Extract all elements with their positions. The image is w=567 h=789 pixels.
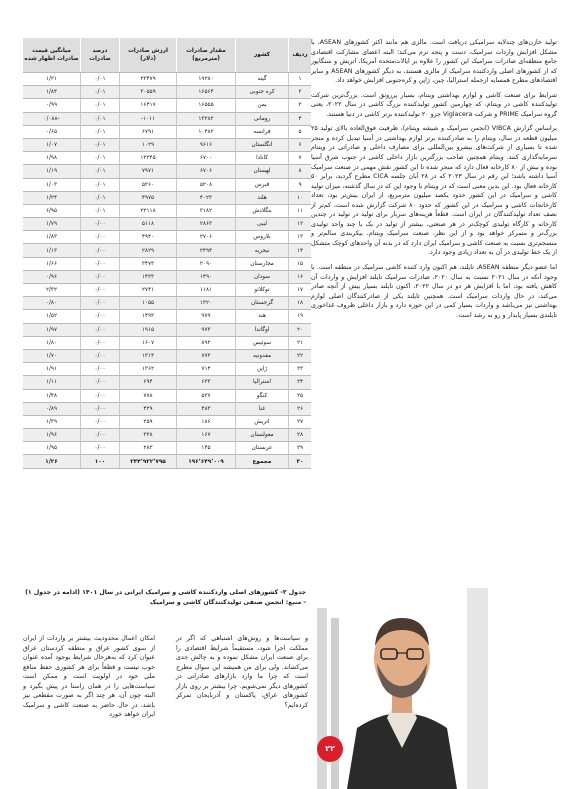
table-cell: ۱۰۵۵	[120, 297, 177, 310]
table-cell: کنگو	[236, 389, 289, 402]
table-cell: ۱۴	[289, 244, 312, 257]
table-cell: ۲۸	[289, 429, 312, 442]
table-row	[23, 231, 311, 244]
table-cell: ۱۹۲۸۰	[177, 73, 236, 86]
table-cell: ۱۵	[289, 257, 312, 270]
table-cell: ۹۷۹	[177, 310, 236, 323]
table-cell: ۱۶۵۶۴	[177, 86, 236, 99]
table-cell: ۰/۰۰	[81, 363, 120, 376]
table-cell: استرالیا	[236, 376, 289, 389]
table-cell: ۱/۱۳	[23, 244, 81, 257]
table-cell: ۱/۱۹	[23, 165, 81, 178]
table-cell: فرانسه	[236, 125, 289, 138]
table-row	[23, 191, 311, 204]
table-cell: ۲۸۳	[120, 442, 177, 455]
table-cell: ۱۷	[289, 284, 312, 297]
table-cell: ۰/۰۰	[81, 415, 120, 428]
table-cell: ۱۸	[289, 297, 312, 310]
table-cell: یمن	[236, 99, 289, 112]
table-cell: ۲۸۲۹	[120, 244, 177, 257]
table-cell: ۱۹۶٬۶۴۹٬۰۰۹	[177, 455, 236, 468]
table-cell: ۱۴۲۳	[120, 270, 177, 283]
table-cell: ۱/۵۲	[23, 310, 81, 323]
table-cell: ۱/۸۳	[23, 231, 81, 244]
table-cell: ۰/۰۱	[81, 86, 120, 99]
table-cell: ۰/۰۰	[81, 336, 120, 349]
table-cell: ۲۵۹	[120, 415, 177, 428]
table-cell: ۲۵	[289, 389, 312, 402]
table-cell: ۷۱۴	[177, 363, 236, 376]
table-cell: ۶/۹۵	[23, 204, 81, 217]
table-cell: ۱۶۷	[177, 429, 236, 442]
table-cell: ۰/۰۱	[81, 204, 120, 217]
table-row	[23, 336, 311, 349]
table-cell: کانادا	[236, 152, 289, 165]
table-cell: ۱/۴۸	[23, 389, 81, 402]
table-cell: ۲۲۱۱۸	[120, 204, 177, 217]
table-row	[23, 455, 311, 468]
table-cell: بلاروس	[236, 231, 289, 244]
table-cell: ۱/۹۶	[23, 429, 81, 442]
table-cell: ۱۰۰	[81, 455, 120, 468]
table-cell: ۱۹	[289, 310, 312, 323]
table-cell: ۱۴۵	[177, 442, 236, 455]
table-cell: ۲۴۴٬۹۳۲٬۷۹۵	[120, 455, 177, 468]
table-row	[23, 152, 311, 165]
table-row	[23, 389, 311, 402]
table-row	[23, 284, 311, 297]
table-row	[23, 297, 311, 310]
table-cell: هلند	[236, 191, 289, 204]
table-cell: ۰/۰۰	[81, 429, 120, 442]
portrait-illustration	[317, 548, 488, 789]
table-cell: ۱۶	[289, 270, 312, 283]
table-cell: ۱/۳۹	[23, 415, 81, 428]
page-number-badge: ۲۲	[317, 736, 343, 762]
table-cell: ۱۱	[289, 204, 312, 217]
table-cell: انگلستان	[236, 138, 289, 151]
table-cell: ۱/۰۳	[23, 178, 81, 191]
table-cell: ۷	[289, 152, 312, 165]
table-cell: ۱/۲۶	[23, 455, 81, 468]
bottom-text	[23, 634, 308, 749]
table-row	[23, 402, 311, 415]
table-row	[23, 244, 311, 257]
header-country: کشور	[236, 38, 289, 73]
table-cell: ۱/۸۰	[23, 336, 81, 349]
header-percent: درصد صادرات	[81, 38, 120, 73]
table-row	[23, 138, 311, 151]
table-cell: هند	[236, 310, 289, 323]
table-cell: ۰/۶۵	[23, 125, 81, 138]
table-cell: ۴۹۷۵	[120, 191, 177, 204]
table-cell: گینه	[236, 73, 289, 86]
article-paragraph: تولید خازن‌های چندلایه سرامیکی دریافت است. مالزی هم مانند اکثر کشورهای ASEAN، با مشکل افزایش واردات سرامیک، دست‌ و پنجه نرم می‌کند؛ البته اعضای مشارکت اقتصادی جامع منطقه‌ای صادرات سرامیک این کشور را علاوه بر ایالات‌متحده آمریکا، اتریش و سنگاپور که از کشورهای اصلی واردکننده سرامیک از مالزی هستند، به دیگر کشورهای ASEAN و سایر اقتصادهای مطرح همسایه ازجمله استرالیا، چین، ژاپن و کره‌جنوبی افزایش خواهد داد.	[311, 39, 557, 85]
table-cell: ۰/۰۰	[81, 244, 120, 257]
table-cell: ۱/۸۴	[23, 86, 81, 99]
article-paragraph: اما عضو دیگر منطقه ASEAN، تایلند، هم اکنون وارد کننده کاشی سرامیک در منطقه است. با وجود آنکه در سال ۲۰۲۱ نسبت به سال ۲۰۲۰، صادرات سرامیک تایلند افزایش و واردات آن کاهش یافته بود، اما با افزایش هر دو در سال ۲۰۲۲، اکنون تایلند بسیار بیش از آنچه صادر می‌کند، در حال واردات سرامیک است. همچنین تایلند یکی از صادرکنندگان اصلی لوازم بهداشتی نیز می‌باشد و واردات بسیار کمی در این حوزه دارد و بازار داخلی ظروف غذاخوری تایلندی بسیار پایدار و رو به رشد است.	[311, 264, 558, 319]
table-cell: غنا	[236, 402, 289, 415]
table-cell: ۴	[289, 112, 312, 125]
table-cell: ۱/۷۰	[23, 349, 81, 362]
table-cell: ۲۷	[289, 415, 312, 428]
table-cell: رومانی	[236, 112, 289, 125]
table-caption: جدول ۲- کشورهای اصلی واردکننده کاشی و سرامیک ایرانی در سال ۱۴۰۱ (ادامه در جدول ۱) - منبع: انجمن صنفی تولیدکنندگان کاشی و سرامیک	[25, 589, 306, 606]
table-cell: ۰/۰۰	[81, 218, 120, 231]
table-cell: ۱/۲۱	[23, 73, 81, 86]
table-cell: لهستان	[236, 165, 289, 178]
table-cell: ۱۶۵۵۵	[177, 99, 236, 112]
bottom-column-right: و سیاست‌ها و روش‌های اشتباهی که اگر در مملکت اجرا شود، مستقیماً شرایط اقتصادی را برای صنعت ایران مشکل نموده و به چالش جدی می‌کشاند. ولی برای من همیشه این سوال مطرح است که چرا ما وارد بازارهای صادراتی در کشورهای دیگر نمی‌شویم. چرا بیشتر بر روی بازار کشورهای عراق، پاکستان و آذربایجان تمرکز کرده‌ایم؟	[176, 635, 308, 709]
table-cell: ۱۴۹۲	[120, 310, 177, 323]
table-cell: ۵۲۷	[177, 389, 236, 402]
table-cell: ۹۷۳	[177, 323, 236, 336]
table-cell: لیبی	[236, 218, 289, 231]
table-cell: ۲۸۶۳	[177, 218, 236, 231]
table-row	[23, 125, 311, 138]
table-cell: ۴۹۴۰	[120, 231, 177, 244]
table-cell: ۲۴	[289, 376, 312, 389]
table-cell: ۰/۰۱	[81, 165, 120, 178]
table-cell: کره جنوبی	[236, 86, 289, 99]
table-cell: ۸	[289, 165, 312, 178]
table-cell: ۲۰۹۰	[177, 257, 236, 270]
table-cell: ۰/۰۱	[81, 152, 120, 165]
table-cell: ۱۱۸۱	[177, 284, 236, 297]
table-cell: ۱/۲۴	[23, 191, 81, 204]
table-cell: ۷۷۸	[120, 389, 177, 402]
header-average-price: میانگین قیمت صادرات اظهار شده	[23, 38, 81, 73]
table-row	[23, 270, 311, 283]
article-paragraph: براساس گزارش VIBCA (انجمن سرامیک و شیشه ویتنام)، ظرفیت فوق‌العاده بالای تولید ۲۵ میلیون قطعه در سال، ویتنام را به صادرکننده برتر لوازم بهداشتی در آسیا تبدیل کرده و منجر شده تا بسیاری از شرکت‌های بیشرو بین‌المللی برای مصارف داخلی و صادراتی در ویتنام سرمایه‌گذاری کنند. ویتنام همچنین صاحب بزرگترین بازار داخلی کاشی در جنوب شرق آسیا بوده و بیش از ۸۰ کارخانه فعال دارد که منجر شده تا این کشور نقش مهمی در صنعت سرامیک آسیا داشته باشد؛ این رقم در سال ۲۰۲۳ که در ۲۸ آبان جلسه CICA مطرح گردید، برابر ۵۰ کارخانه فعال بود. این بدین معنی است که در ویتنام با وجود این که در سال گذشته، میزان تولید کاشی و سرامیک در این کشور حدود یکصد میلیون مترمربع، از ایران بیش‌تر بود، تعداد کارخانجات کاشی و سرامیک در این کشور که حدود ۸۰ شرکت گزارش شده است، کم‌تر از نصف تعداد تولیدکنندگان در ایران است. قطعاً هزینه‌های سربار برای تولید در تولید در چندین کارخانه و کارگاه تولیدی کوچک‌تر در هر صنعتی، بیشتر از تولید در یک یا چند واحد تولیدی بزرگ‌تر و متمرکز خواهد بود و از این نظر، صنعت سرامیک ویتنام، بیکربندی سالم‌تر و منسجم‌تری نسبت به صنعت کاشی و سرامیک ایران دارد که در بدنه آن واحدهای کوچک متشکل از یک خط تولیدی در آن به تعداد زیادی وجود دارد.	[311, 125, 558, 257]
table-row	[23, 165, 311, 178]
table-cell: سودان	[236, 270, 289, 283]
table-cell: ۲۹	[289, 442, 312, 455]
table-cell: ۱۳	[289, 231, 312, 244]
table-row	[23, 310, 311, 323]
table-cell: ۲۲	[289, 349, 312, 362]
table-cell: ۱/۶۶	[23, 257, 81, 270]
table-cell: سوئیس	[236, 336, 289, 349]
table-cell: ۱۹۱۵	[120, 323, 177, 336]
table-cell: ۰/۰۰	[81, 323, 120, 336]
table-cell: ۱/۹۷	[23, 323, 81, 336]
table-row	[23, 429, 311, 442]
table-cell: اتریش	[236, 415, 289, 428]
export-table	[23, 38, 306, 469]
table-cell: ۱۰۲۹	[120, 138, 177, 151]
table-cell: ۶	[289, 138, 312, 151]
table-cell: ۱/۰۷	[23, 138, 81, 151]
table-cell: ۱۳۲۰	[177, 297, 236, 310]
table-cell: مجارستان	[236, 257, 289, 270]
table-cell: ۱۶۴۱۷	[120, 99, 177, 112]
table-cell: ۱۳۶۲	[120, 363, 177, 376]
header-row-number: ردیف	[289, 38, 312, 73]
table-cell: ۴۰۲۳	[177, 191, 236, 204]
article-column	[311, 38, 557, 320]
table-cell: ۱/۱۱	[23, 376, 81, 389]
table-cell: ۶۲۳	[177, 376, 236, 389]
table-cell: ۰/۸۰	[23, 297, 81, 310]
table-cell: ۰/۰۰	[81, 442, 120, 455]
table-cell: ۰/۰۱	[81, 112, 120, 125]
table-cell: اوگاندا	[236, 323, 289, 336]
table-cell: ۲/۳۲	[23, 284, 81, 297]
table-row	[23, 86, 311, 99]
table-cell: ۰/۰۰	[81, 231, 120, 244]
table-cell: ۲۰	[289, 323, 312, 336]
table-row	[23, 218, 311, 231]
table-cell: ۵۲۰۸	[177, 178, 236, 191]
table-cell: ۶۷۰۰	[177, 152, 236, 165]
table-cell: ۸۹۲	[177, 336, 236, 349]
table-cell: ۳۲۸	[120, 429, 177, 442]
table-cell: ۱۳۲۴۵	[120, 152, 177, 165]
table-cell: ۱۴۹۰	[177, 270, 236, 283]
table-cell: ۳۰۵۵۹	[120, 86, 177, 99]
table-cell: مغولستان	[236, 429, 289, 442]
table-cell: ۰/۰۱	[81, 125, 120, 138]
table-row	[23, 415, 311, 428]
table-cell: ۵	[289, 125, 312, 138]
table-cell: ۵۱۱۸	[120, 218, 177, 231]
table-cell: ۰/۰۰	[81, 376, 120, 389]
table-cell: گرجستان	[236, 297, 289, 310]
table-row	[23, 178, 311, 191]
table-cell: ۵۳۶۰	[120, 178, 177, 191]
table-row	[23, 112, 311, 125]
table-cell: ۰/۹۹	[23, 99, 81, 112]
table-cell: ۱۳۱۴	[120, 349, 177, 362]
table-cell: ۹	[289, 178, 312, 191]
article-paragraph: شرایط برای صنعت کاشی و لوازم بهداشتی ویتنام، بسیار پررونق است. بزرگ‌ترین شرکت تولیدکننده کاشی در ویتنام، که چهارمین کشور تولیدکننده بزرگ کاشی در سال ۲۰۲۲، یعنی گروه سرامیک PRIME و شرکت Viglacera جزو ۲۰ تولیدکننده برتر کاشی در دنیا هستند.	[311, 91, 557, 118]
table-cell: ۳	[289, 99, 312, 112]
table-cell: ۲۳	[289, 363, 312, 376]
table-cell: ۰/۰۱	[81, 138, 120, 151]
table-row	[23, 323, 311, 336]
table-cell: ۲۳۴۷۹	[120, 73, 177, 86]
table-cell: ۶۷۹۱	[120, 125, 177, 138]
table-cell: قبرس	[236, 178, 289, 191]
table-row	[23, 204, 311, 217]
bottom-column-left: امکان اعمال محدودیت بیشتر بر واردات از ایران از سوی کشور عراق و منطقه کردستان عراق عنوان کرد که به‌هرحال شرایط بوجود آمده عنوان خوب نیست و قطعاً برای هر کشوری حفظ منافع ملی خود در اولویت است و ممکن است سیاست‌هایی را در همان راستا در پیش بگیرد و البته چون آن، هر چند اگر به صورت مقطعی نیز باشد، در حال حاضر به صنعت کاشی و سرامیک ایران خواهد خورد	[23, 635, 155, 719]
table-cell: ۲۷۴۱	[120, 284, 177, 297]
table-cell: ۰/۰۰	[81, 389, 120, 402]
table-cell: -۰/۰۸۸	[23, 112, 81, 125]
table-cell: ۰/۰۰	[81, 284, 120, 297]
table-cell: مجموع	[236, 455, 289, 468]
table-cell: ۰/۰۱	[81, 178, 120, 191]
table-cell: ۲	[289, 86, 312, 99]
table-cell: ۱/۹۱	[23, 363, 81, 376]
table-cell: ۲۴۹۴	[177, 244, 236, 257]
table-cell: ۰/۰۰	[81, 402, 120, 415]
table-cell: ۱/۹۵	[23, 442, 81, 455]
table-cell: ۱۰۱۱-	[120, 112, 177, 125]
table-cell: ۱۰	[289, 191, 312, 204]
table-cell: ۰/۰۰	[81, 310, 120, 323]
table-cell: ۱	[289, 73, 312, 86]
table-cell: ژاپن	[236, 363, 289, 376]
table-cell: ۰/۰۰	[81, 297, 120, 310]
table-cell: ۳۰	[289, 455, 312, 468]
table-cell: ۶۷۰۶	[177, 165, 236, 178]
table-cell: ۰/۰۱	[81, 99, 120, 112]
table-cell: ۱۸۶	[177, 415, 236, 428]
table-row	[23, 257, 311, 270]
table-cell: مقدونیه	[236, 349, 289, 362]
table-cell: نیجریه	[236, 244, 289, 257]
table-row	[23, 363, 311, 376]
table-cell: ۱۳۲۸۲	[177, 112, 236, 125]
table-cell: ۲۷۰۶	[177, 231, 236, 244]
table-cell: ۳۱۸۲	[177, 204, 236, 217]
table-cell: ۰/۹۶	[23, 270, 81, 283]
table-cell: ۱/۷۹	[23, 218, 81, 231]
table-cell: ۱۲	[289, 218, 312, 231]
table-cell: ۲۶	[289, 402, 312, 415]
table-cell: عربستان	[236, 442, 289, 455]
table-header-row	[23, 38, 311, 73]
table-cell: بنگلادش	[236, 204, 289, 217]
table-cell: ۰/۰۰	[81, 349, 120, 362]
portrait-photo	[317, 548, 488, 789]
table-cell: ۴۸۳	[177, 402, 236, 415]
table-row	[23, 99, 311, 112]
table-cell: ۰/۰۱	[81, 191, 120, 204]
table-cell: ۱/۹۸	[23, 152, 81, 165]
table-row	[23, 376, 311, 389]
table-cell: ۹۶۱۶	[177, 138, 236, 151]
table-cell: ۱۶۰۷	[120, 336, 177, 349]
table-cell: ۰/۰۰	[81, 270, 120, 283]
table-cell: ۷۷۲	[177, 349, 236, 362]
table-cell: توکلائو	[236, 284, 289, 297]
table-cell: ۳۴۷۳	[120, 257, 177, 270]
table-row	[23, 73, 311, 86]
table-cell: ۰/۰۰	[81, 257, 120, 270]
table-cell: ۴۲۹	[120, 402, 177, 415]
header-quantity: مقدار صادرات (مترمربع)	[177, 38, 236, 73]
table-cell: ۲۱	[289, 336, 312, 349]
table-cell: ۱۰۴۸۲	[177, 125, 236, 138]
table-cell: ۰/۰۱	[81, 73, 120, 86]
table-cell: ۰/۸۹	[23, 402, 81, 415]
table-cell: ۷۹۷۱	[120, 165, 177, 178]
table-row	[23, 442, 311, 455]
table-row	[23, 349, 311, 362]
table-cell: ۶۹۴	[120, 376, 177, 389]
header-value: ارزش صادرات (دلار)	[120, 38, 177, 73]
